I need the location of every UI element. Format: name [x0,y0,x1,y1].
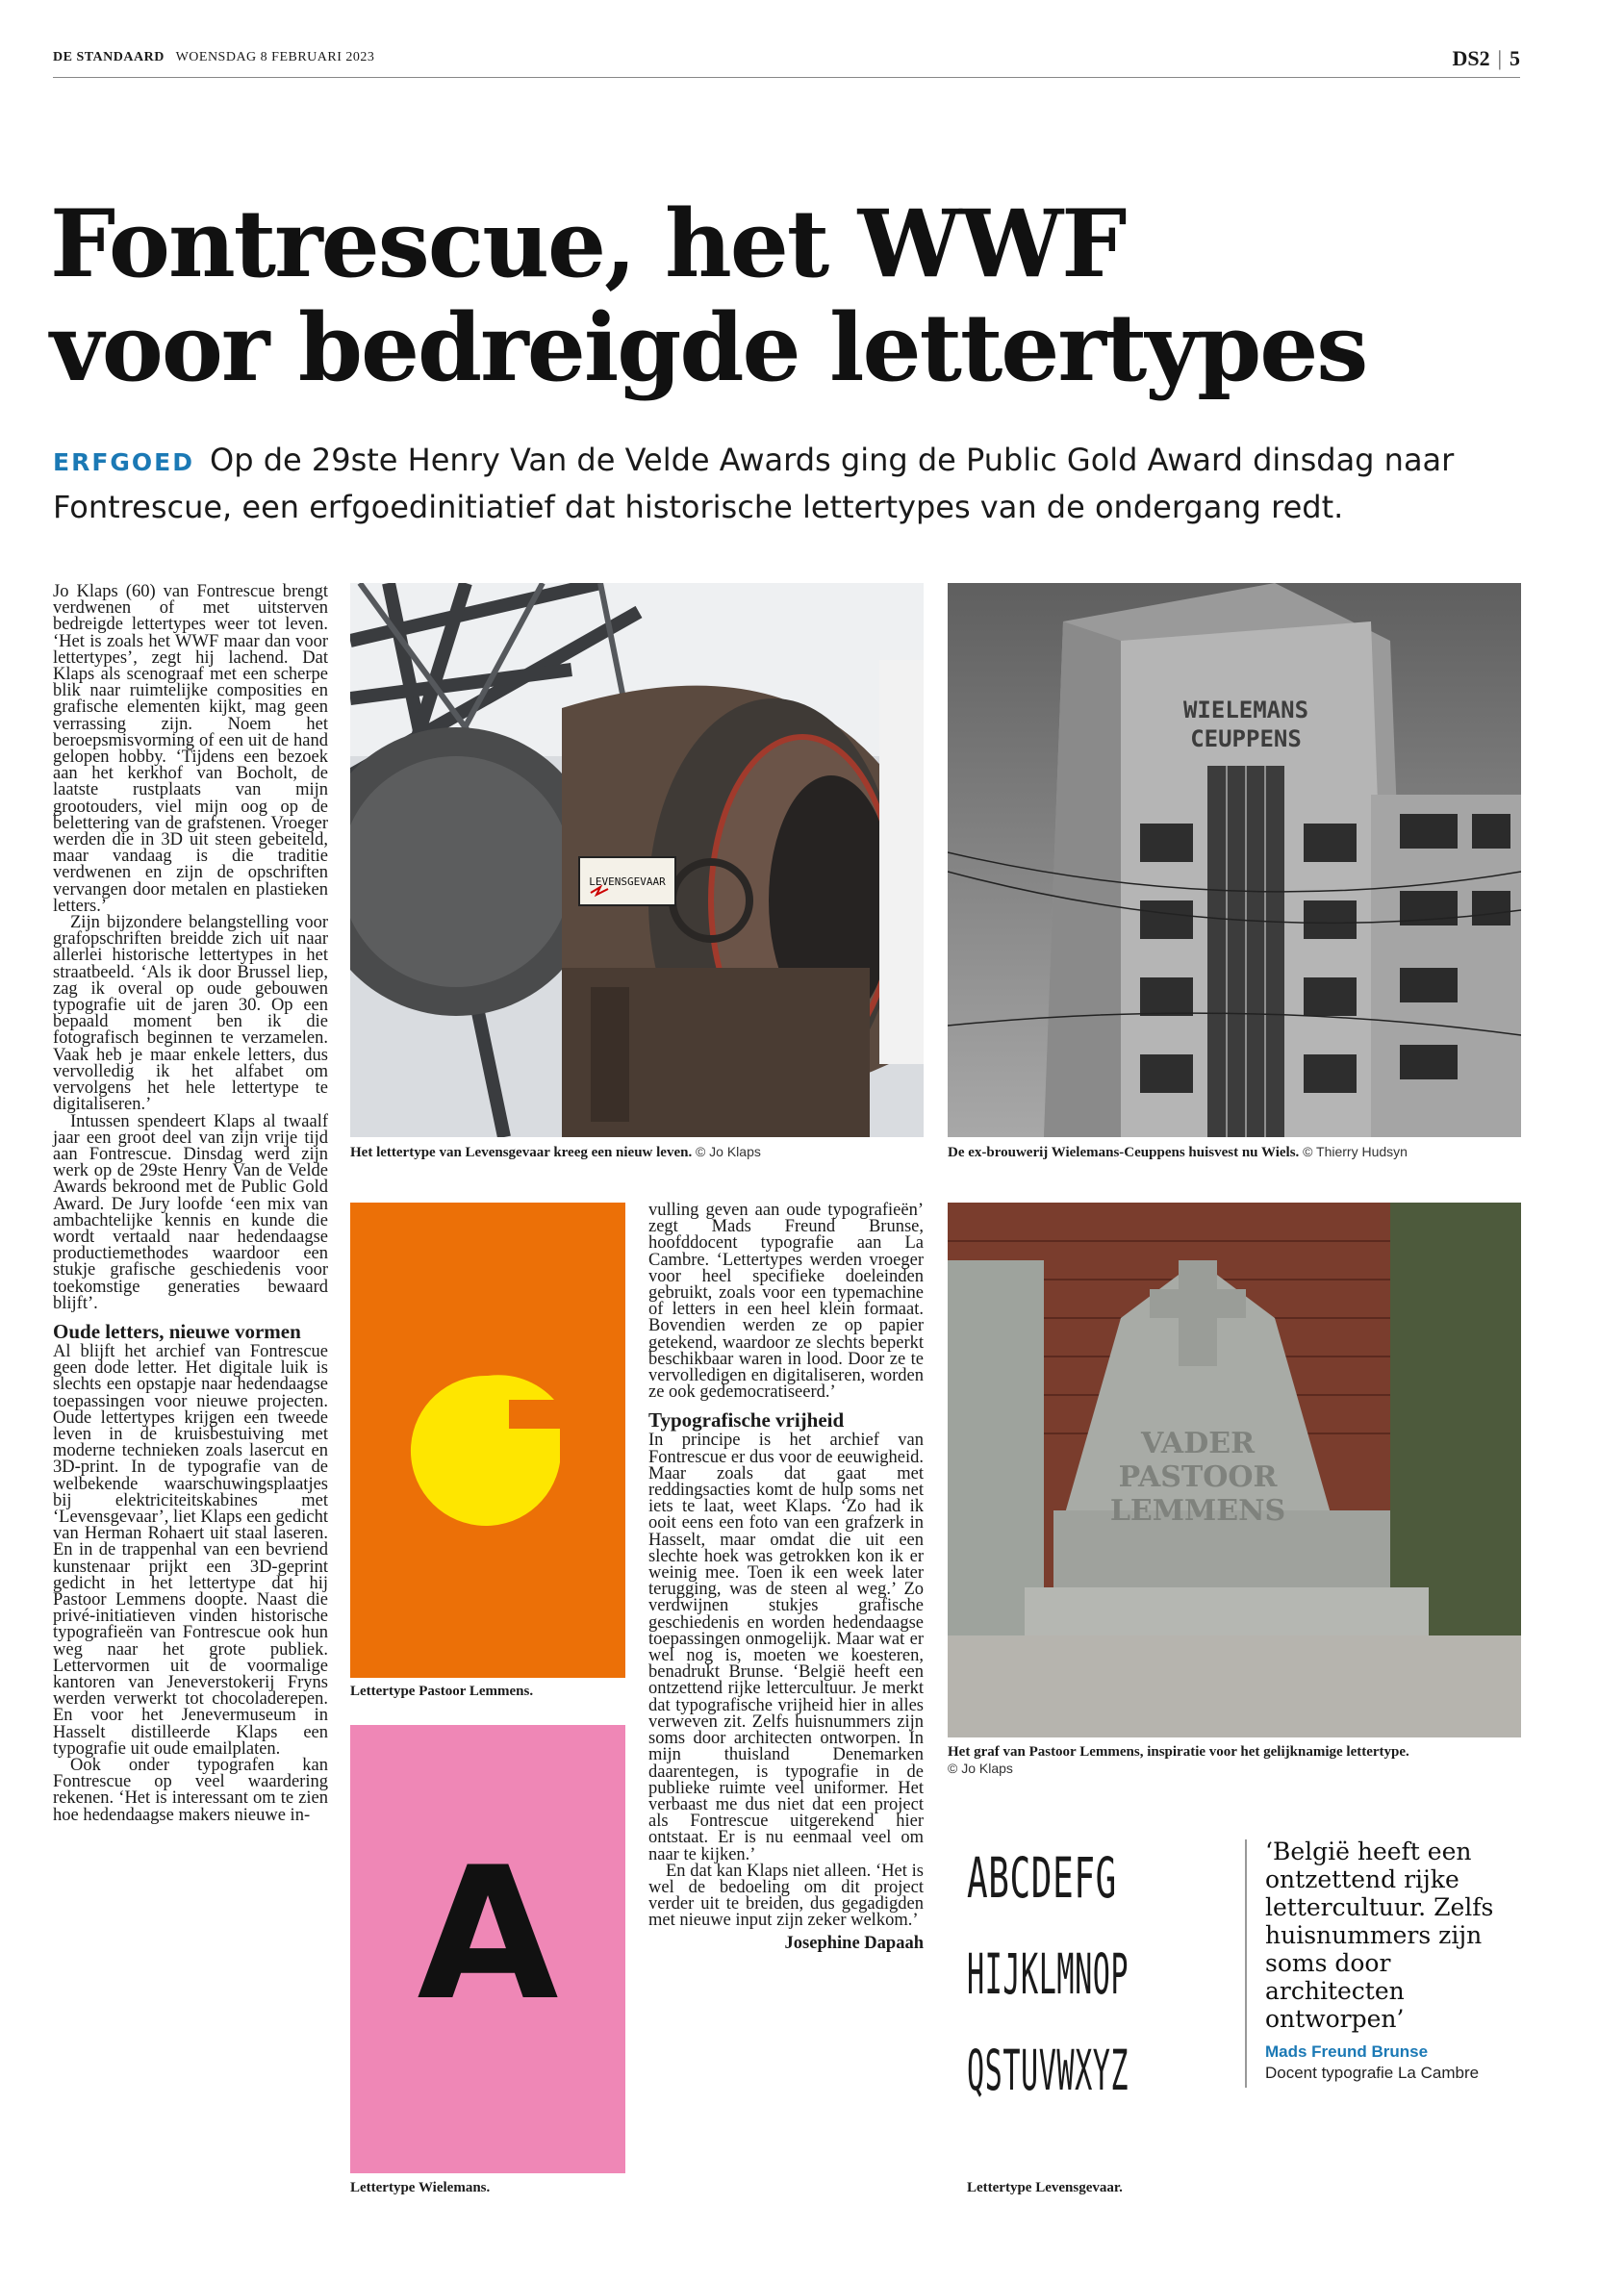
grave-text-lemmens: LEMMENS [1109,1494,1286,1528]
headline [50,192,1397,400]
grave-text-pastoor: PASTOOR [1118,1460,1278,1494]
paragraph: In principe is het archief van Fontrescue er dus voor de eeuwigheid. Maar zoals dat gaat met reddingsacties komt de hulp soms net iets te laat, weet Klaps. ‘Zo had ik ooit eens een foto van een grafzerk in Hasselt, maar omdat die uit een slechte hoek was getrokken kon ik er weinig mee. Toen ik een week later terugging, was de steen al weg.’ Zo verdwijnen stukjes grafische geschiedenis en worden hedendaagse toepassingen onmogelijk. Maar wat er wel nog is, moeten we koesteren, benadrukt Brunse. ‘België heeft een ontzettend rijke lettercultuur. Je merkt dat typografische vrijheid hier in alles verweven zit. Zelfs huisnummers zijn soms door architecten ontworpen. In mijn thuisland Denemarken daarentegen, is typografie in de publieke ruimte veel uniformer. Het verbaast me dus niet dat een project als Fontrescue uitgerekend hier ontstaat. Er is nu eenmaal veel om naar te kijken.’ [648,1431,924,1864]
paper-name: DE STANDAARD [53,50,165,64]
grave-text-vader: VADER [1140,1427,1256,1460]
separator: | [1497,46,1502,70]
alphabet-row-2: HIJKLMNOP [967,1941,1129,2007]
caption-sample-a: Lettertype Wielemans. [350,2180,491,2195]
subheading: Oude letters, nieuwe vormen [53,1319,301,1343]
quote-rule [1245,1839,1247,2088]
sign-levensgevaar: LEVENSGEVAAR [589,875,666,888]
page-num: 5 [1510,46,1520,70]
quote-author-role: Docent typografie La Cambre [1265,2064,1480,2082]
alphabet-row-3: QSTUVWXYZ [967,2038,1129,2103]
masthead-rule [53,77,1520,78]
subheading: Typografische vrijheid [648,1408,845,1433]
sign-wielemans: WIELEMANS [1182,697,1309,723]
caption-building: De ex-brouwerij Wielemans-Ceuppens huisvest nu Wiels. © Thierry Hudsyn [948,1144,1408,1160]
paragraph: Zijn bijzondere belangstelling voor grafopschriften breidde zich uit naar allerlei historische lettertypes in het straatbeeld. ‘Als ik door Brussel liep, zag ik overal op oude gebouwen typografie uit de jaren 30. Op een bepaald moment ben ik die fotografisch beginnen te verzamelen. Vaak heb je maar enkele letters, dus vervolledig ik het alfabet om vervolgens het hele lettertype te digitaliseren.’ [53,913,328,1115]
lead-text: Op de 29ste Henry Van de Velde Awards ging de Public Gold Award dinsdag naar Fontrescue, een erfgoedinitiatief dat historische lettertypes van de ondergang redt. [53,442,1455,525]
caption-sample-g: Lettertype Pastoor Lemmens. [350,1684,534,1699]
paragraph: vulling geven aan oude typografieën’ zegt Mads Freund Brunse, hoofddocent typografie aan La Cambre. ‘Lettertypes werden vroeger voor heel specifieke doeleinden gebruikt, zoals voor een typemachine of letters in een heel klein formaat. Bovendien werden ze op papier getekend, waardoor ze slechts beperkt beschikbaar waren in lood. Door ze te vervolledigen en digitaliseren, worden ze ook gedemocratiseerd.’ [648,1201,924,1403]
author-byline: Josephine Dapaah [784,1933,924,1953]
sign-ceuppens: CEUPPENS [1190,725,1302,752]
headline-line-1: Fontrescue, het WWF [50,190,1126,298]
caption-machine: Het lettertype van Levensgevaar kreeg een nieuw leven. © Jo Klaps [350,1144,761,1160]
photo-levensgevaar-machine [350,583,924,1137]
article-column-3 [648,1203,924,1952]
building-illustration [948,583,1521,1137]
glyph-g [350,1203,625,1678]
photo-wielemans-building [948,583,1521,1137]
grave-illustration [948,1203,1521,1737]
sample-levensgevaar [967,1842,1212,2150]
photo-credit: © Jo Klaps [948,1761,1013,1776]
lead [53,438,1477,529]
caption-levensgevaar: Lettertype Levensgevaar. [967,2180,1123,2195]
sample-wielemans [350,1725,625,2173]
glyph-a: A [417,1828,559,2041]
headline-line-2: voor bedreigde lettertypes [50,293,1367,402]
kicker: ERFGOED [53,448,195,476]
paragraph: Jo Klaps (60) van Fontrescue brengt verdwenen of met uitsterven bedreigde lettertypes weer tot leven. ‘Het is zoals het WWF maar dan voor lettertypes’, zegt hij lachend. Dat Klaps als scenograaf met een scherpe blik naar ruimtelijke composities en grafische elementen kijkt, mag geen verrassing zijn. Noem het beroepsmisvorming of een uit de hand gelopen hobby. ‘Tijdens een bezoek aan het kerkhof van Bocholt, de laatste rustplaats van mijn grootouders, viel mijn oog op de belettering van de grafstenen. Vroeger werden die in 3D uit steen gebeiteld, maar vandaag is die traditie verdwenen en zijn de opschriften vervangen door metalen en plastieken letters.’ [53,582,328,916]
paragraph: Intussen spendeert Klaps al twaalf jaar een groot deel van zijn vrije tijd aan Fontrescue. Dinsdag werd zijn werk op de 29ste Henry Van de Velde Awards bekroond met de Public Gold Award. De Jury loofde ‘een mix van ambachtelijke kennis en kunde die wordt vertaald naar hedendaagse productiemethodes waardoor een stukje grafische geschiedenis voor toekomstige generaties bewaard blijft’. [53,1111,328,1313]
section-name: DS2 [1452,46,1490,70]
machine-illustration [350,583,924,1137]
caption-grave: Het graf van Pastoor Lemmens, inspiratie voor het gelijknamige lettertype. © Jo Klaps [948,1744,1409,1776]
sample-pastoor-lemmens [350,1203,625,1678]
paragraph: Al blijft het archief van Fontrescue geen dode letter. Het digitale luik is slechts een opstapje naar hedendaagse toepassingen voor nieuwe projecten. Oude lettertypes krijgen een tweede leven in de kruisbestuiving met moderne technieken zoals lasercut en 3D-print. In de typografie van de welbekende waarschuwingsplaatjes bij elektriciteitskabines met ‘Levensgevaar’, liet Klaps een gedicht van Herman Rohaert uit staal laseren. En in de trappenhal van een bevriend kunstenaar prijkt een 3D-geprint gedicht in het lettertype dat hij Pastoor Lemmens doopte. Naast die privé-initiatieven vinden historische typografieën van Fontrescue ook hun weg naar het grote publiek. Lettervormen uit de voormalige kantoren van Jeneverstokerij Fryns werden verwerkt tot chocoladerepen. En voor het Jenevermuseum in Hasselt distilleerde Klaps een typografie uit oude emailplaten. [53,1341,328,1759]
issue-date: WOENSDAG 8 FEBRUARI 2023 [175,50,375,64]
page-number [1452,46,1520,71]
article-column-1 [53,584,328,1824]
photo-credit: © Thierry Hudsyn [1303,1144,1408,1159]
pull-quote: ‘België heeft een ontzettend rijke lettercultuur. Zelfs huisnummers zijn soms door architecten ontworpen’ [1265,1838,1494,2033]
paragraph: Ook onder typografen kan Fontrescue op veel waardering rekenen. ‘Het is interessant om te zien hoe hedendaagse makers nieuwe in- [53,1756,328,1825]
alphabet-row-1: ABCDEFG [967,1845,1117,1911]
photo-grave-lemmens [948,1203,1521,1737]
paragraph: En dat kan Klaps niet alleen. ‘Het is wel de bedoeling om dit project verder uit te breiden, dus gegadigden met nieuwe input zijn zeker welkom.’ [648,1861,924,1931]
photo-credit: © Jo Klaps [695,1144,761,1159]
masthead [53,50,374,65]
quote-author: Mads Freund Brunse [1265,2042,1429,2061]
